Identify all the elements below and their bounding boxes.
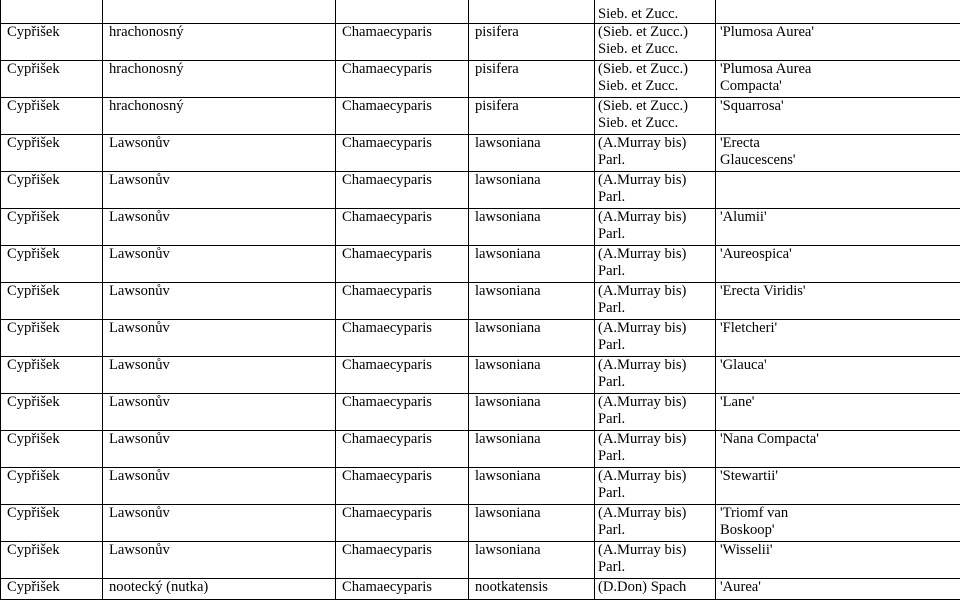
author-cell: Sieb. et Zucc. [595, 0, 716, 24]
czech-genus-cell: Cypřišek [1, 246, 103, 283]
czech-genus-cell: Cypřišek [1, 209, 103, 246]
author-cell: (A.Murray bis) Parl. [595, 505, 716, 542]
latin-genus-cell: Chamaecyparis [336, 431, 469, 468]
cultivar-cell: 'Plumosa Aurea Compacta' [716, 61, 960, 98]
table-row [1, 542, 960, 579]
author-cell: (Sieb. et Zucc.) Sieb. et Zucc. [595, 61, 716, 98]
latin-genus-cell: Chamaecyparis [336, 24, 469, 61]
cultivar-cell: 'Aurea' [716, 579, 960, 600]
table-row [1, 98, 960, 135]
czech-genus-cell: Cypřišek [1, 579, 103, 600]
latin-genus-cell: Chamaecyparis [336, 468, 469, 505]
author-cell: (A.Murray bis) Parl. [595, 468, 716, 505]
czech-species-cell: Lawsonův [103, 135, 336, 172]
author-cell: (A.Murray bis) Parl. [595, 209, 716, 246]
cultivar-cell: 'Nana Compacta' [716, 431, 960, 468]
latin-genus-cell [336, 0, 469, 24]
latin-genus-cell: Chamaecyparis [336, 209, 469, 246]
table-row [1, 246, 960, 283]
latin-genus-cell: Chamaecyparis [336, 357, 469, 394]
latin-species-cell: lawsoniana [469, 246, 595, 283]
latin-species-cell: lawsoniana [469, 431, 595, 468]
czech-genus-cell: Cypřišek [1, 320, 103, 357]
table-row [1, 357, 960, 394]
latin-genus-cell: Chamaecyparis [336, 394, 469, 431]
table-row [1, 61, 960, 98]
cultivar-cell: 'Fletcheri' [716, 320, 960, 357]
czech-species-cell: Lawsonův [103, 246, 336, 283]
czech-genus-cell: Cypřišek [1, 357, 103, 394]
table-row [1, 468, 960, 505]
latin-genus-cell: Chamaecyparis [336, 505, 469, 542]
table-row [1, 394, 960, 431]
author-cell: (A.Murray bis) Parl. [595, 135, 716, 172]
czech-species-cell: Lawsonův [103, 468, 336, 505]
latin-species-cell: lawsoniana [469, 542, 595, 579]
cultivar-cell: 'Alumii' [716, 209, 960, 246]
czech-genus-cell: Cypřišek [1, 505, 103, 542]
czech-species-cell: hrachonosný [103, 61, 336, 98]
latin-species-cell: pisifera [469, 61, 595, 98]
latin-species-cell: lawsoniana [469, 357, 595, 394]
latin-genus-cell: Chamaecyparis [336, 283, 469, 320]
latin-genus-cell: Chamaecyparis [336, 542, 469, 579]
czech-species-cell: hrachonosný [103, 24, 336, 61]
cultivar-cell [716, 0, 960, 24]
cultivar-cell: 'Erecta Viridis' [716, 283, 960, 320]
czech-genus-cell: Cypřišek [1, 468, 103, 505]
latin-species-cell: lawsoniana [469, 283, 595, 320]
latin-species-cell: lawsoniana [469, 209, 595, 246]
czech-species-cell: nootecký (nutka) [103, 579, 336, 600]
czech-species-cell: Lawsonův [103, 357, 336, 394]
table-row [1, 505, 960, 542]
cultivar-cell: 'Triomf van Boskoop' [716, 505, 960, 542]
czech-genus-cell: Cypřišek [1, 172, 103, 209]
plant-table-body [1, 0, 960, 600]
czech-genus-cell: Cypřišek [1, 394, 103, 431]
table-row [1, 283, 960, 320]
czech-species-cell: Lawsonův [103, 394, 336, 431]
latin-species-cell: lawsoniana [469, 394, 595, 431]
latin-species-cell: lawsoniana [469, 172, 595, 209]
author-cell: (A.Murray bis) Parl. [595, 320, 716, 357]
latin-species-cell: lawsoniana [469, 505, 595, 542]
czech-species-cell: Lawsonův [103, 542, 336, 579]
latin-species-cell: lawsoniana [469, 135, 595, 172]
czech-species-cell: Lawsonův [103, 505, 336, 542]
czech-genus-cell [1, 0, 103, 24]
table-row [1, 431, 960, 468]
czech-genus-cell: Cypřišek [1, 98, 103, 135]
czech-genus-cell: Cypřišek [1, 61, 103, 98]
czech-genus-cell: Cypřišek [1, 542, 103, 579]
czech-species-cell: Lawsonův [103, 320, 336, 357]
latin-species-cell: pisifera [469, 24, 595, 61]
czech-genus-cell: Cypřišek [1, 283, 103, 320]
latin-genus-cell: Chamaecyparis [336, 320, 469, 357]
author-cell: (Sieb. et Zucc.) Sieb. et Zucc. [595, 98, 716, 135]
cultivar-cell: 'Stewartii' [716, 468, 960, 505]
author-cell: (A.Murray bis) Parl. [595, 172, 716, 209]
table-row [1, 24, 960, 61]
latin-species-cell: lawsoniana [469, 468, 595, 505]
cultivar-cell: 'Glauca' [716, 357, 960, 394]
cultivar-cell [716, 172, 960, 209]
cultivar-cell: 'Plumosa Aurea' [716, 24, 960, 61]
latin-species-cell: pisifera [469, 98, 595, 135]
latin-species-cell [469, 0, 595, 24]
author-cell: (A.Murray bis) Parl. [595, 283, 716, 320]
czech-species-cell [103, 0, 336, 24]
table-row [1, 135, 960, 172]
czech-genus-cell: Cypřišek [1, 24, 103, 61]
latin-genus-cell: Chamaecyparis [336, 579, 469, 600]
czech-species-cell: Lawsonův [103, 172, 336, 209]
latin-genus-cell: Chamaecyparis [336, 98, 469, 135]
author-cell: (A.Murray bis) Parl. [595, 246, 716, 283]
czech-genus-cell: Cypřišek [1, 431, 103, 468]
latin-genus-cell: Chamaecyparis [336, 172, 469, 209]
czech-species-cell: hrachonosný [103, 98, 336, 135]
table-row [1, 579, 960, 600]
author-cell: (A.Murray bis) Parl. [595, 542, 716, 579]
author-cell: (Sieb. et Zucc.) Sieb. et Zucc. [595, 24, 716, 61]
cultivar-cell: 'Aureospica' [716, 246, 960, 283]
latin-species-cell: lawsoniana [469, 320, 595, 357]
latin-species-cell: nootkatensis [469, 579, 595, 600]
table-row [1, 209, 960, 246]
table-row [1, 0, 960, 24]
table-row [1, 320, 960, 357]
author-cell: (A.Murray bis) Parl. [595, 394, 716, 431]
author-cell: (A.Murray bis) Parl. [595, 431, 716, 468]
latin-genus-cell: Chamaecyparis [336, 61, 469, 98]
cultivar-cell: 'Wisselii' [716, 542, 960, 579]
latin-genus-cell: Chamaecyparis [336, 246, 469, 283]
czech-species-cell: Lawsonův [103, 283, 336, 320]
author-cell: (D.Don) Spach [595, 579, 716, 600]
table-row [1, 172, 960, 209]
latin-genus-cell: Chamaecyparis [336, 135, 469, 172]
author-cell: (A.Murray bis) Parl. [595, 357, 716, 394]
czech-genus-cell: Cypřišek [1, 135, 103, 172]
czech-species-cell: Lawsonův [103, 209, 336, 246]
czech-species-cell: Lawsonův [103, 431, 336, 468]
cultivar-cell: 'Squarrosa' [716, 98, 960, 135]
cultivar-cell: 'Lane' [716, 394, 960, 431]
cultivar-cell: 'Erecta Glaucescens' [716, 135, 960, 172]
